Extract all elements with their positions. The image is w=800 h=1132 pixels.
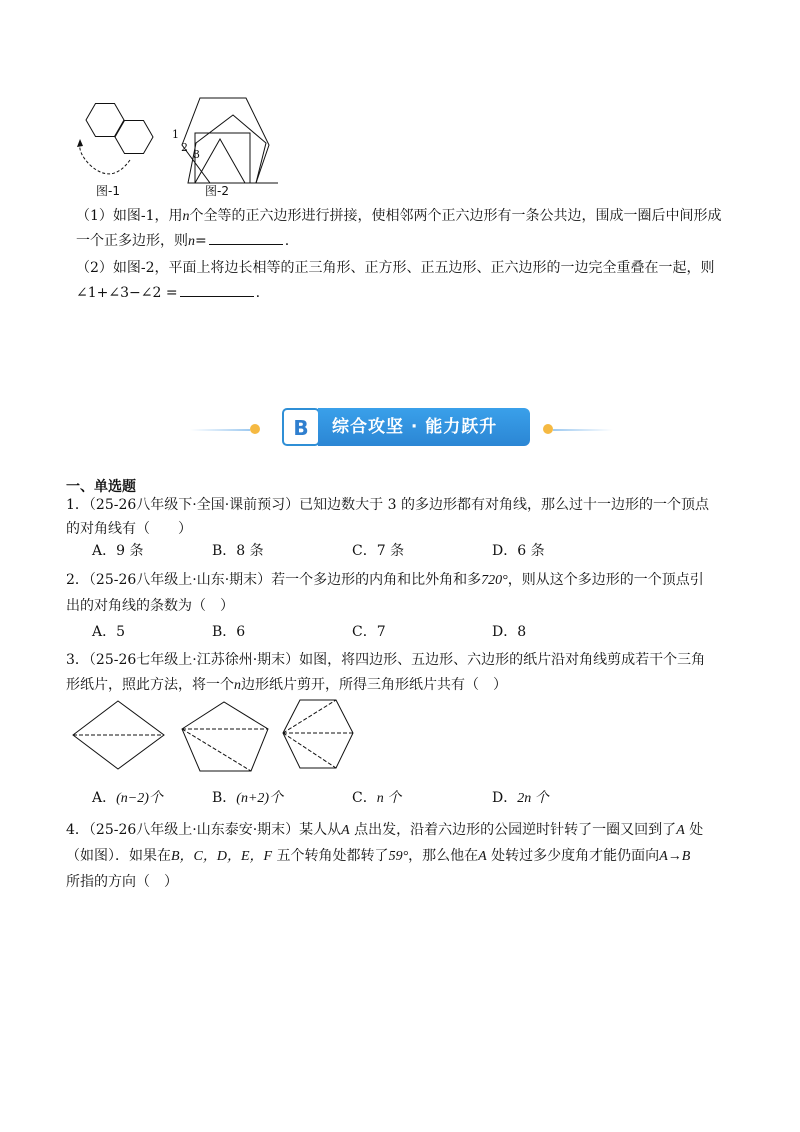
answer-blank-2[interactable] <box>180 284 254 297</box>
q1-option-d[interactable]: D．6 条 <box>492 543 545 559</box>
banner-title: 综合攻坚 · 能力跃升 <box>318 408 530 446</box>
q3-option-b[interactable]: B．(n+2)个 <box>212 790 284 806</box>
q1-option-c[interactable]: C．7 条 <box>352 543 405 559</box>
q3-quadrilateral-figure <box>70 698 170 773</box>
banner-left-line <box>190 429 250 431</box>
banner-left-dot <box>250 424 260 434</box>
q3-hexagon-figure <box>278 695 358 775</box>
q1-stem-line2: 的对角线有（ ） <box>66 521 192 537</box>
figure-2-caption: 图-2 <box>205 184 229 198</box>
angle-label-3: 3 <box>193 148 200 161</box>
q3-stem-line2: 形纸片，照此方法，将一个n边形纸片剪开，所得三角形纸片共有（ ） <box>66 677 507 693</box>
q1-stem-line1: 1．（25-26八年级下·全国·课前预习）已知边数大于 3 的多边形都有对角线，那么过十一边形的一个顶点 <box>66 497 709 513</box>
prev-problem-part1-line2: 一个正多边形，则n= . <box>76 233 290 249</box>
q2-option-b[interactable]: B．6 <box>212 624 246 640</box>
q2-option-d[interactable]: D．8 <box>492 624 527 640</box>
q2-option-c[interactable]: C．7 <box>352 624 386 640</box>
q2-option-a[interactable]: A．5 <box>92 624 126 640</box>
prev-problem-part1-line1: （1）如图-1，用n个全等的正六边形进行拼接，使相邻两个正六边形有一条公共边，围成一圈后中间形成 <box>76 208 722 224</box>
figure-2-overlapping-polygons <box>168 95 278 185</box>
figure-1-caption: 图-1 <box>96 184 120 198</box>
q3-option-a[interactable]: A．(n−2)个 <box>92 790 163 806</box>
q2-stem-line2: 出的对角线的条数为（ ） <box>66 598 234 614</box>
q4-stem-line2: （如图）．如果在B，C，D，E，F 五个转角处都转了59°，那么他在A 处转过多少度角才能仍面向A→B <box>66 848 691 864</box>
angle-label-1: 1 <box>172 128 179 141</box>
figure-1-hexagons <box>60 95 180 195</box>
q3-stem-line1: 3．（25-26七年级上·江苏徐州·期末）如图，将四边形、五边形、六边形的纸片沿对角线剪成若干个三角 <box>66 652 706 668</box>
banner-right-dot <box>543 424 553 434</box>
q4-stem-line1: 4．（25-26八年级上·山东泰安·期末）某人从A 点出发，沿着六边形的公园逆时针转了一圈又回到了A 处 <box>66 822 704 838</box>
answer-blank-1[interactable] <box>209 232 283 245</box>
banner-badge: B <box>282 408 320 446</box>
q2-stem-line1: 2．（25-26八年级上·山东·期末）若一个多边形的内角和比外角和多720°，则从这个多边形的一个顶点引 <box>66 572 704 588</box>
q3-option-d[interactable]: D．2n 个 <box>492 790 549 806</box>
angle-label-2: 2 <box>181 141 188 154</box>
q3-option-c[interactable]: C．n 个 <box>352 790 402 806</box>
q3-pentagon-figure <box>178 698 278 773</box>
q1-option-b[interactable]: B．8 条 <box>212 543 264 559</box>
prev-problem-part2-line2: ∠1+∠3−∠2 = . <box>76 285 261 301</box>
banner-right-line <box>553 429 613 431</box>
prev-problem-part2-line1: （2）如图-2，平面上将边长相等的正三角形、正方形、正五边形、正六边形的一边完全重叠在一起，则 <box>76 260 715 276</box>
q1-option-a[interactable]: A．9 条 <box>92 543 144 559</box>
section-title: 一、单选题 <box>66 479 136 495</box>
q4-stem-line3: 所指的方向（ ） <box>66 874 178 890</box>
